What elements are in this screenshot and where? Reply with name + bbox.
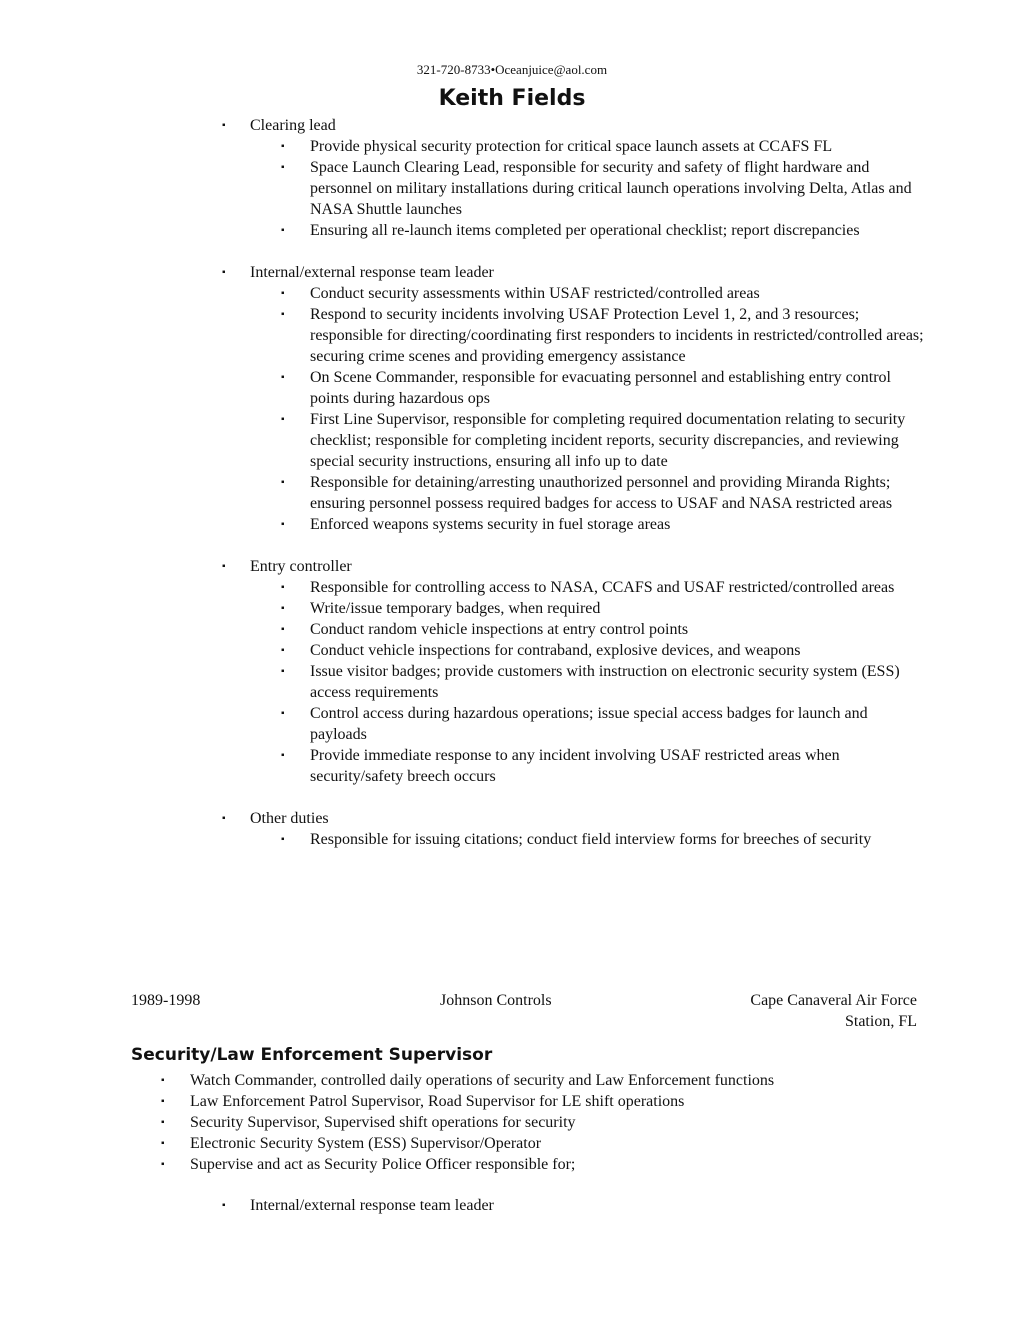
list-item: [0, 619, 1024, 640]
bullet-icon: ▪: [281, 372, 285, 383]
bullet-icon: ▪: [222, 813, 226, 824]
section-title: [0, 808, 1024, 829]
bullet-icon: ▪: [161, 1138, 165, 1149]
section-title: [0, 262, 1024, 283]
list-item-text: Provide physical security protection for critical space launch assets at CCAFS FL: [310, 138, 833, 155]
list-item-text: Write/issue temporary badges, when required: [310, 600, 601, 617]
list-item: [0, 136, 1024, 157]
list-item: [0, 220, 1024, 241]
bullet-icon: ▪: [281, 624, 285, 635]
bullet-icon: ▪: [222, 561, 226, 572]
bullet-icon: ▪: [281, 666, 285, 677]
job-title: Security/Law Enforcement Supervisor: [131, 1045, 493, 1065]
list-item: [0, 703, 1024, 745]
list-item-text: Issue visitor badges; provide customers with instruction on electronic security system (ESS) access requirements: [310, 663, 900, 701]
list-item-text: Conduct random vehicle inspections at entry control points: [310, 621, 689, 638]
list-item: [0, 367, 1024, 409]
duty-section: [0, 556, 1024, 787]
list-item: [0, 1112, 1024, 1133]
bullet-icon: ▪: [281, 309, 285, 320]
list-item: [0, 304, 1024, 367]
bullet-icon: ▪: [281, 141, 285, 152]
list-item: [0, 661, 1024, 703]
list-item-text: Enforced weapons systems security in fuel storage areas: [310, 516, 671, 533]
section-title: [0, 1195, 1024, 1216]
job-header: [0, 990, 1024, 1034]
list-item: [0, 829, 1024, 850]
section-title: [0, 556, 1024, 577]
bullet-icon: ▪: [281, 750, 285, 761]
list-item-text: Watch Commander, controlled daily operations of security and Law Enforcement functions: [190, 1072, 775, 1089]
bullet-icon: ▪: [161, 1117, 165, 1128]
list-item-text: Conduct security assessments within USAF restricted/controlled areas: [310, 285, 760, 302]
duty-section: [0, 808, 1024, 850]
bullet-icon: ▪: [281, 225, 285, 236]
list-item-text: Electronic Security System (ESS) Supervisor/Operator: [190, 1135, 542, 1152]
list-item: [0, 472, 1024, 514]
duty-section: [0, 115, 1024, 241]
job-location-line2: Station, FL: [844, 1013, 917, 1030]
list-item-text: Provide immediate response to any incident involving USAF restricted areas when security/safety breech occurs: [310, 747, 840, 785]
list-item: [0, 409, 1024, 472]
bullet-icon: ▪: [281, 645, 285, 656]
bullet-icon: ▪: [222, 120, 226, 131]
job-sub-sections: [0, 1195, 1024, 1216]
bullet-icon: ▪: [161, 1159, 165, 1170]
section-title-text: Internal/external response team leader: [250, 1197, 494, 1214]
list-item-text: On Scene Commander, responsible for evacuating personnel and establishing entry control points during hazardous ops: [310, 369, 891, 407]
list-item-text: Respond to security incidents involving USAF Protection Level 1, 2, and 3 resources; responsible for directing/coordinating first responders to incidents in restricted/controlled areas; securing crime scenes and providing emergency assistance: [310, 306, 924, 365]
section-title-text: Internal/external response team leader: [250, 264, 494, 281]
bullet-icon: ▪: [281, 477, 285, 488]
list-item-text: First Line Supervisor, responsible for completing required documentation relating to security checklist; responsible for completing incident reports, security discrepancies, and reviewing special security instructions, ensuring all info up to date: [310, 411, 906, 470]
bullet-icon: ▪: [281, 288, 285, 299]
bullet-icon: ▪: [281, 162, 285, 173]
list-item: [0, 640, 1024, 661]
list-item-text: Ensuring all re-launch items completed per operational checklist; report discrepancies: [310, 222, 860, 239]
contact-line: 321-720-8733•Oceanjuice@aol.com: [416, 62, 608, 77]
list-item: [0, 1133, 1024, 1154]
job-company: Johnson Controls: [440, 992, 552, 1009]
list-item: [0, 514, 1024, 535]
job-years: 1989-1998: [131, 992, 201, 1009]
bullet-icon: ▪: [281, 519, 285, 530]
bullet-icon: ▪: [222, 1200, 226, 1211]
bullet-icon: ▪: [222, 267, 226, 278]
list-item-text: Conduct vehicle inspections for contraband, explosive devices, and weapons: [310, 642, 801, 659]
list-item-text: Law Enforcement Patrol Supervisor, Road Supervisor for LE shift operations: [190, 1093, 685, 1110]
section-title: [0, 115, 1024, 136]
list-item: [0, 1070, 1024, 1091]
section-title-text: Clearing lead: [250, 117, 336, 134]
list-item: [0, 283, 1024, 304]
list-item: [0, 745, 1024, 787]
list-item-text: Supervise and act as Security Police Officer responsible for;: [190, 1156, 576, 1173]
list-item: [0, 1154, 1024, 1175]
section-title-text: Entry controller: [250, 558, 352, 575]
bullet-icon: ▪: [281, 834, 285, 845]
candidate-name: Keith Fields: [438, 86, 586, 111]
section-title-text: Other duties: [250, 810, 329, 827]
list-item-text: Responsible for controlling access to NASA, CCAFS and USAF restricted/controlled areas: [310, 579, 895, 596]
job-location: [700, 990, 917, 1032]
list-item-text: Control access during hazardous operations; issue special access badges for launch and payloads: [310, 705, 868, 743]
bullet-icon: ▪: [161, 1096, 165, 1107]
list-item: [0, 1091, 1024, 1112]
bullet-icon: ▪: [161, 1075, 165, 1086]
list-item-text: Security Supervisor, Supervised shift operations for security: [190, 1114, 576, 1131]
list-item-text: Responsible for issuing citations; conduct field interview forms for breeches of security: [310, 831, 872, 848]
job-duties: [0, 1070, 1024, 1175]
list-item-text: Space Launch Clearing Lead, responsible for security and safety of flight hardware and personnel on military installations during critical launch operations involving Delta, Atlas and NASA Shuttle launches: [310, 159, 912, 218]
bullet-icon: ▪: [281, 708, 285, 719]
duty-section: [0, 262, 1024, 535]
bullet-icon: ▪: [281, 414, 285, 425]
list-item: [0, 577, 1024, 598]
duty-sections: [0, 115, 1024, 871]
bullet-icon: ▪: [281, 582, 285, 593]
list-item: [0, 598, 1024, 619]
list-item: [0, 157, 1024, 220]
list-item-text: Responsible for detaining/arresting unauthorized personnel and providing Miranda Rights; ensuring personnel possess required badges for access to USAF and NASA restricted areas: [310, 474, 893, 512]
bullet-icon: ▪: [281, 603, 285, 614]
job-location-line1: Cape Canaveral Air Force: [750, 992, 917, 1009]
